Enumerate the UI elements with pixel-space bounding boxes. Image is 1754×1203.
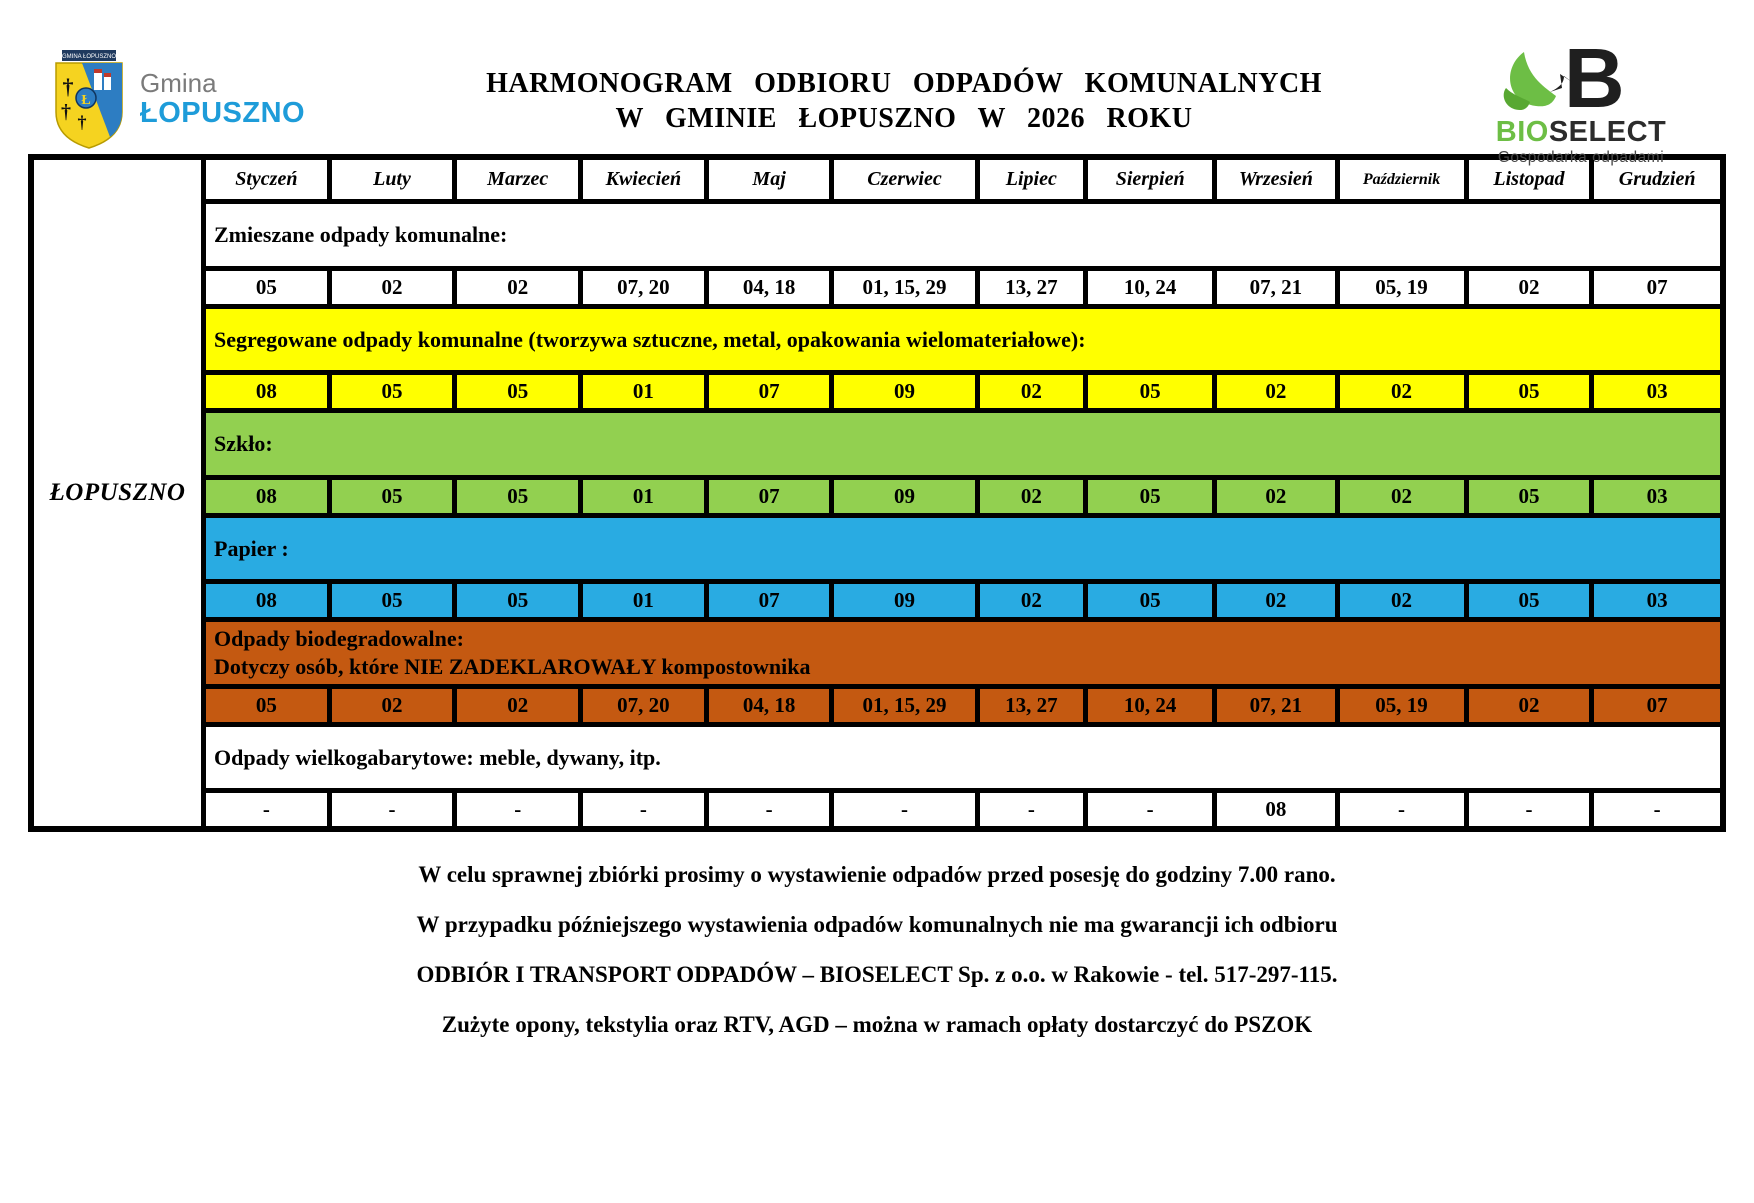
date-cell: 02 [1340,375,1469,408]
footer-note-3: ODBIÓR I TRANSPORT ODPADÓW – BIOSELECT Sp. z o.o. w Rakowie - tel. 517-297-115. [416,962,1338,987]
section-label: Szkło: [214,431,273,456]
date-cell: 07, 20 [583,271,709,304]
gmina-logo-text [140,67,306,130]
date-cell: 05 [332,375,458,408]
date-cell: - [457,793,583,826]
date-cell: 05 [1469,375,1595,408]
date-cell: 05 [1469,584,1595,617]
months-row [206,160,1720,204]
date-cell: 01 [583,584,709,617]
date-cell: 05 [457,584,583,617]
date-cell: 08 [206,375,332,408]
bioselect-logo-mark [1456,31,1706,125]
date-cell: 01, 15, 29 [834,271,979,304]
date-cell: - [332,793,458,826]
date-cell: 03 [1646,588,1668,612]
date-cell: 05 [1469,480,1595,513]
date-cell: 09 [834,375,979,408]
date-cell: 05 [206,689,332,722]
date-cell: 02 [457,271,583,304]
date-cell: 02 [980,480,1089,513]
section-label-band [206,518,1720,580]
bioselect-wordmark-bio: BIO [1495,116,1549,148]
gmina-logo-word-lopuszno: ŁOPUSZNO [140,97,306,130]
date-cell: 08 [206,480,332,513]
date-cell: - [206,793,332,826]
date-cell: 07 [709,375,835,408]
date-cell: 02 [1469,271,1595,304]
page-title [352,50,1456,136]
page-header [0,0,1754,166]
month-header-cell: Sierpień [1088,160,1217,199]
dates-row [206,788,1720,826]
svg-text:†: † [62,74,74,99]
date-cell: 05 [332,584,458,617]
date-cell: 01 [583,375,709,408]
date-cell: - [1653,797,1661,821]
svg-text:†: † [77,112,87,132]
date-cell: 05 [1088,584,1217,617]
date-cell: - [980,793,1089,826]
date-cell: 05 [457,375,583,408]
date-cell: 02 [1469,689,1595,722]
area-name-cell: ŁOPUSZNO [34,160,206,826]
date-cell: 02 [1340,584,1469,617]
date-cell: 04, 18 [709,271,835,304]
date-cell: 10, 24 [1088,271,1217,304]
date-cell: 03 [1646,379,1668,403]
date-cell: 05 [1088,375,1217,408]
section-label: Zmieszane odpady komunalne: [214,222,508,247]
date-cell: 05 [1088,480,1217,513]
section-label-band [206,622,1720,684]
footer-notes [0,862,1754,1038]
month-header-cell: Listopad [1469,160,1595,199]
sections [206,204,1720,826]
date-cell: - [709,793,835,826]
date-cell: 08 [206,584,332,617]
date-cell: 05 [457,480,583,513]
date-cell: 10, 24 [1088,689,1217,722]
date-cell: 13, 27 [980,689,1089,722]
date-cell: 09 [834,480,979,513]
month-header-cell: Maj [709,160,835,199]
section-label: Odpady biodegradowalne: [214,626,464,652]
date-cell: 02 [1217,480,1339,513]
date-cell: 08 [1217,793,1339,826]
date-cell: 07 [709,584,835,617]
dates-row [206,579,1720,617]
section-biodegradowalne [206,617,1720,722]
section-label-band [206,727,1720,789]
footer-note-4: Zużyte opony, tekstylia oraz RTV, AGD – można w ramach opłaty dostarczyć do PSZOK [441,1012,1313,1037]
date-cell: - [1088,793,1217,826]
date-cell: 02 [332,271,458,304]
date-cell: 05 [332,480,458,513]
date-cell: 09 [834,584,979,617]
date-cell: 07 [1646,692,1668,717]
month-header-cell: Marzec [457,160,583,199]
section-label: Segregowane odpady komunalne (tworzywa sztuczne, metal, opakowania wielomateriałowe): [214,326,1086,352]
month-header-cell: Kwiecień [583,160,709,199]
waste-schedule-table [28,154,1726,832]
bioselect-tagline: Gospodarka odpadami [1497,149,1665,166]
section-label-line2: Dotyczy osób, które NIE ZADEKLAROWAŁY kompostownika [214,653,811,679]
date-cell: 02 [1340,480,1469,513]
bioselect-logo [1456,31,1706,167]
month-header-cell: Czerwiec [834,160,979,199]
dates-row [206,475,1720,513]
page-title-line2: W GMINIE ŁOPUSZNO W 2026 ROKU [615,103,1193,134]
section-label: Odpady wielkogabarytowe: meble, dywany, itp. [214,744,661,770]
date-cell: 07 [1646,274,1668,299]
section-zmieszane [206,204,1720,304]
date-cell: 13, 27 [980,271,1089,304]
section-label: Papier : [214,535,289,561]
date-cell: 04, 18 [709,689,835,722]
svg-text:Ł: Ł [81,93,91,108]
bioselect-leaf-icon [1498,44,1578,118]
section-szklo [206,408,1720,513]
date-cell: 02 [1217,584,1339,617]
date-cell: 02 [980,584,1089,617]
section-label-band [206,309,1720,371]
dates-row [206,370,1720,408]
date-cell: - [583,793,709,826]
date-cell: 02 [1217,375,1339,408]
section-wielkogabarytowe [206,722,1720,827]
footer-note-1: W celu sprawnej zbiórki prosimy o wystawienie odpadów przed posesję do godziny 7.00 rano. [418,862,1336,887]
date-cell: 02 [980,375,1089,408]
schedule-columns-area [206,160,1720,826]
date-cell: 01, 15, 29 [834,689,979,722]
date-cell: 02 [332,689,458,722]
svg-text:GMINA ŁOPUSZNO: GMINA ŁOPUSZNO [61,54,117,60]
date-cell: 01 [583,480,709,513]
svg-text:†: † [61,101,71,123]
section-label-band [206,413,1720,475]
bioselect-b-glyph: B [1564,31,1625,125]
date-cell: 07, 21 [1217,271,1339,304]
section-papier [206,513,1720,618]
section-label-band [206,204,1720,266]
date-cell: 03 [1646,483,1668,508]
date-cell: 07, 20 [583,689,709,722]
footer-note-2: W przypadku późniejszego wystawienia odpadów komunalnych nie ma gwarancji ich odbioru [416,912,1338,937]
date-cell: - [834,793,979,826]
dates-row [206,684,1720,722]
date-cell: - [1469,793,1595,826]
gmina-logo-word-gmina: Gmina [140,67,217,98]
section-segregowane [206,304,1720,409]
date-cell: 05, 19 [1340,271,1469,304]
date-cell: 05 [206,271,332,304]
month-header-cell: Wrzesień [1217,160,1339,199]
date-cell: 07, 21 [1217,689,1339,722]
bioselect-wordmark-select: SELECT [1548,116,1667,148]
date-cell: 07 [709,480,835,513]
gmina-coat-of-arms-icon [52,50,126,150]
month-header-cell: Luty [332,160,458,199]
month-header-cell: Styczeń [206,160,332,199]
month-header-cell: Grudzień [1618,168,1696,190]
date-cell: - [1340,793,1469,826]
gmina-lopuszno-logo [52,50,352,150]
month-header-cell: Październik [1340,160,1469,199]
page-title-line1: HARMONOGRAM ODBIORU ODPADÓW KOMUNALNYCH [486,68,1322,99]
date-cell: 02 [457,689,583,722]
month-header-cell: Lipiec [980,160,1089,199]
date-cell: 05, 19 [1340,689,1469,722]
dates-row [206,266,1720,304]
